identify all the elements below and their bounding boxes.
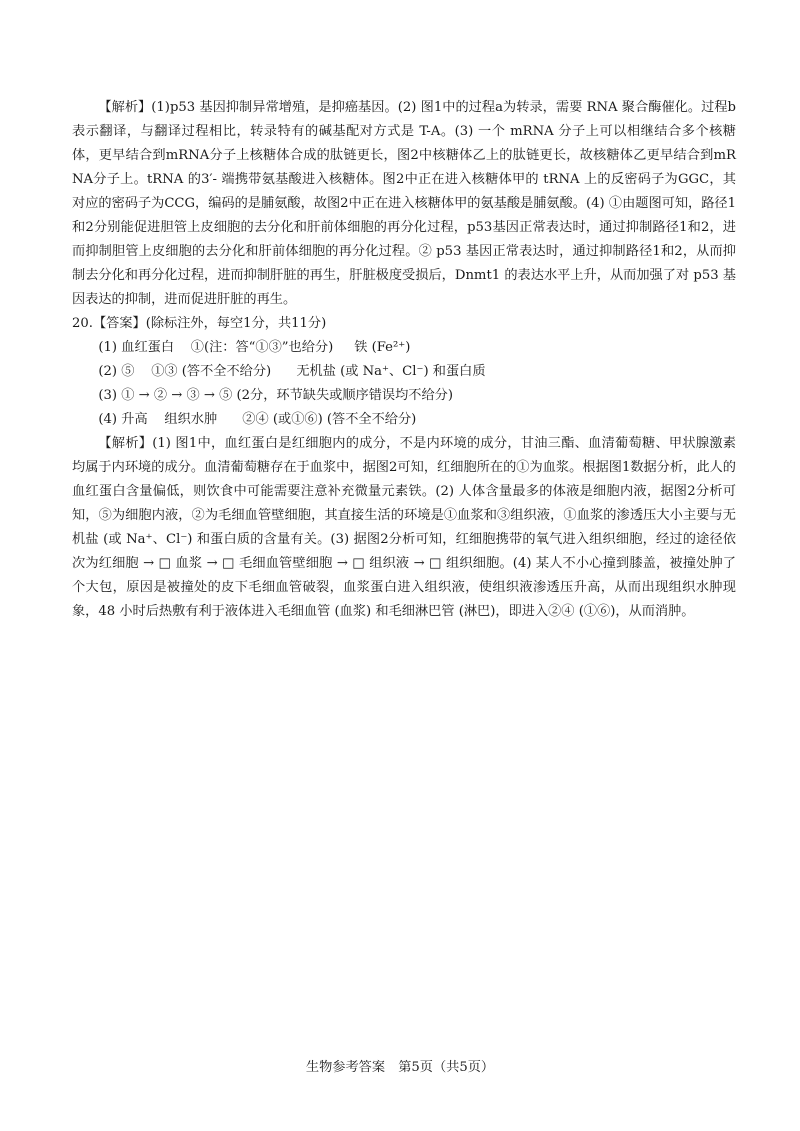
q20-answer-line-3: (3) ① → ② → ③ → ⑤ (2分，环节缺失或顺序错误均不给分) bbox=[98, 388, 453, 403]
q19-analysis-paragraph: 【解析】(1)p53 基因抑制异常增殖，是抑癌基因。(2) 图1中的过程a为转录，需要 RNA 聚合酶催化。过程b表示翻译，与翻译过程相比，转录特有的碱基配对方式是 T-A。(3) 一个 mRNA 分子上可以相继结合多个核糖体，更早结合到mRNA分子上核糖体合成的肽链更长，图2中核糖体乙上的肽链更长，故核糖体乙更早结合到mRNA分子上。tRNA 的3′- 端携带氨基酸进入核糖体。图2中正在进入核糖体甲的 tRNA 上的反密码子为GGC，其对应的密码子为CCG，编码的是脯氨酸，故图2中正在进入核糖体甲的氨基酸是脯氨酸。(4) ①由题图可知，路径1和2分别能促进胆管上皮细胞的去分化和肝前体细胞的再分化过程，p53基因正常表达时，通过抑制路径1和2，进而抑制胆管上皮细胞的去分化和肝前体细胞的再分化过程。② p53 基因正常表达时，通过抑制路径1和2，从而抑制去分化和再分化过程，进而抑制肝脏的再生，肝脏极度受损后，Dnmt1 的表达水平上升，从而加强了对 p53 基因表达的抑制，进而促进肝脏的再生。 bbox=[72, 100, 736, 307]
answer-page bbox=[72, 96, 736, 624]
q20-answer-line-4: (4) 升高 组织水肿 ②④ (或①⑥) (答不全不给分) bbox=[98, 412, 417, 427]
q20-analysis-paragraph: 【解析】(1) 图1中，血红蛋白是红细胞内的成分，不是内环境的成分，甘油三酯、血清葡萄糖、甲状腺激素均属于内环境的成分。血清葡萄糖存在于血浆中，据图2可知，红细胞所在的①为血浆。根据图1数据分析，此人的血红蛋白含量偏低，则饮食中可能需要注意补充微量元素铁。(2) 人体含量最多的体液是细胞内液，据图2分析可知，⑤为细胞内液，②为毛细血管壁细胞，其直接生活的环境是①血浆和③组织液，①血浆的渗透压大小主要与无机盐 (或 Na⁺、Cl⁻) 和蛋白质的含量有关。(3) 据图2分析可知，红细胞携带的氧气进入组织细胞，经过的途径依次为红细胞 → □ 血浆 → □ 毛细血管壁细胞 → □ 组织液 → □ 组织细胞。(4) 某人不小心撞到膝盖，被撞处肿了个大包，原因是被撞处的皮下毛细血管破裂，血浆蛋白进入组织液，使组织液渗透压升高，从而出现组织水肿现象，48 小时后热敷有利于液体进入毛细血管 (血浆) 和毛细淋巴管 (淋巴)，即进入②④ (①⑥)，从而消肿。 bbox=[72, 436, 736, 619]
page-footer: 生物参考答案 第5页（共5页） bbox=[305, 1060, 495, 1075]
q20-answer-heading: 20.【答案】(除标注外，每空1分，共11分) bbox=[72, 316, 327, 331]
q20-answer-line-2: (2) ⑤ ①③ (答不全不给分) 无机盐 (或 Na⁺、Cl⁻) 和蛋白质 bbox=[98, 364, 486, 379]
q20-answer-line-1: (1) 血红蛋白 ①(注：答“①③”也给分) 铁 (Fe²⁺) bbox=[98, 340, 411, 355]
